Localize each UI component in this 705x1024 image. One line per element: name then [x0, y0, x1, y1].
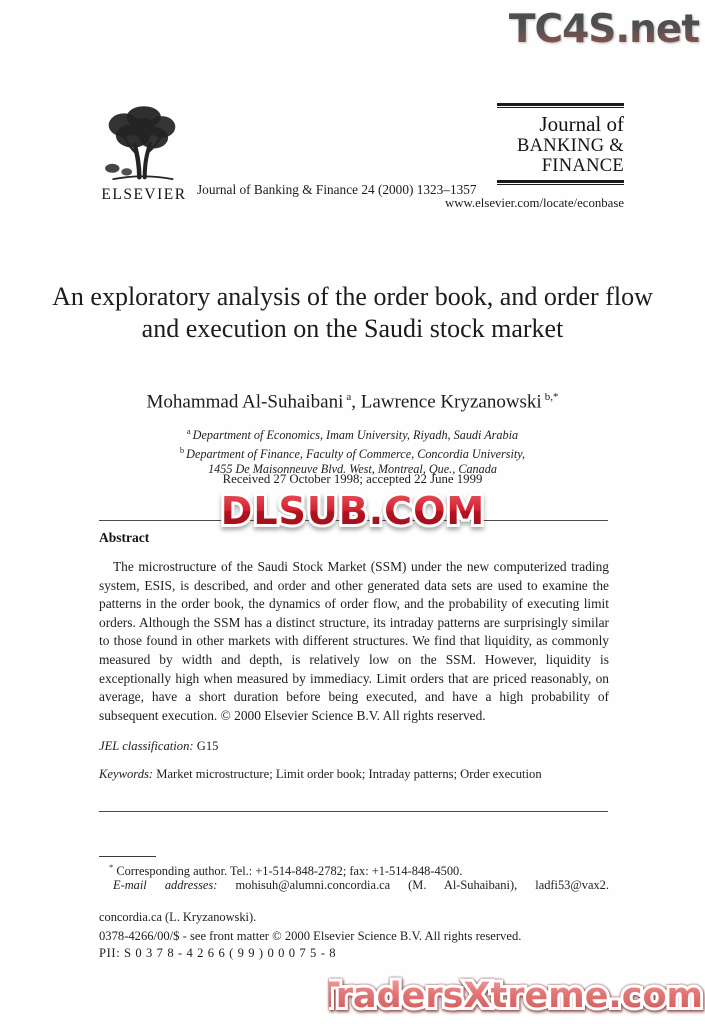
watermark-bottom [329, 971, 705, 1024]
keywords [99, 766, 609, 784]
affiliation-sup-1: a [186, 426, 191, 436]
journal-logo-line2: BANKING & [516, 136, 624, 156]
keywords-value: Market microstructure; Limit order book; Intraday patterns; Order execution [153, 767, 542, 781]
abstract-bottom-rule [99, 811, 608, 812]
journal-logo-box [497, 103, 624, 185]
jel-value: G15 [193, 739, 219, 753]
abstract-text: The microstructure of the Saudi Stock Market (SSM) under the new computerized trading system, ESIS, is described, and order and other generated data sets are used to examine the patterns in the order book, the dynamics of order flow, and the probability of executing limit orders. Although the SSM has a distinct structure, its intraday patterns are surprisingly similar to those found in other markets with different structures. We find that liquidity, as commonly measured by width and depth, is relatively low on the SSM. However, liquidity is exceptionally high when measured by immediacy. Limit orders that are priced reasonably, on average, have a short duration before being executed, and have a high probability of subsequent execution. © 2000 Elsevier Science B.V. All rights reserved. [99, 559, 609, 723]
watermark-middle [198, 488, 508, 539]
journal-logo-line1: Journal of [539, 112, 624, 136]
affiliation-text-2: Department of Finance, Faculty of Commerce, Concordia University, [186, 447, 526, 462]
article-title: An exploratory analysis of the order book, and order flow and execution on the Saudi stock market [52, 282, 653, 343]
affiliations [0, 424, 705, 477]
author-separator: , [351, 391, 361, 413]
tree-icon [97, 103, 187, 185]
author-sup-1: a [346, 391, 352, 403]
email-label: E-mail addresses: [113, 878, 218, 892]
watermark-bottom-text: TradersXtreme.com [329, 976, 703, 1016]
journal-website-url: www.elsevier.com/locate/econbase [445, 196, 624, 210]
received-dates: Received 27 October 1998; accepted 22 June 1999 [222, 472, 483, 486]
affiliation-line-2 [0, 443, 705, 462]
journal-logo-line3: FINANCE [541, 156, 624, 176]
pii-line: PII: S 0 3 7 8 - 4 2 6 6 ( 9 9 ) 0 0 0 7 5 - 8 [99, 946, 337, 960]
dlsub-watermark-graphic [198, 488, 508, 534]
affiliation-text-3: 1455 De Maisonneuve Blvd. West, Montreal, Que., Canada [208, 462, 497, 477]
tc4s-watermark-graphic [471, 3, 703, 53]
email-addresses-footnote [99, 877, 609, 925]
watermark-top [471, 3, 703, 58]
double-rule-bottom [497, 180, 624, 185]
email-line-1 [99, 877, 609, 909]
footnote-separator-rule [99, 856, 156, 857]
front-matter-line: 0378-4266/00/$ - see front matter © 2000 Elsevier Science B.V. All rights reserved. [99, 929, 522, 943]
author-name-1: Mohammad Al-Suhaibani [146, 391, 344, 413]
author-name-2: Lawrence Kryzanowski [360, 391, 542, 413]
footnote-marker: * [109, 862, 114, 872]
jel-classification [99, 739, 609, 754]
elsevier-tree-logo [97, 103, 187, 190]
author-line [0, 391, 705, 413]
affiliation-line-1 [0, 424, 705, 443]
email-text-1: mohisuh@alumni.concordia.ca (M. Al-Suhaibani), ladfi53@vax2. [217, 878, 609, 892]
email-line-2: concordia.ca (L. Kryzanowski). [99, 910, 257, 924]
publisher-name: ELSEVIER [101, 186, 187, 203]
double-rule-top [497, 103, 624, 108]
affiliation-sup-2: b [179, 445, 185, 456]
affiliation-text-1: Department of Economics, Imam University, Riyadh, Saudi Arabia [192, 428, 519, 443]
watermark-middle-text: DLSUB.COM [220, 489, 485, 533]
abstract-heading: Abstract [99, 530, 150, 545]
journal-citation: Journal of Banking & Finance 24 (2000) 1323–1357 [197, 182, 477, 197]
keywords-label: Keywords: [99, 767, 154, 781]
watermark-top-text: TC4S.net [508, 7, 699, 52]
tradersxtreme-watermark-graphic [329, 971, 705, 1019]
footnote-text: Corresponding author. Tel.: +1-514-848-2782; fax: +1-514-848-4500. [113, 864, 463, 879]
author-sup-2: b,* [544, 391, 559, 403]
jel-label: JEL classification: [99, 739, 194, 753]
